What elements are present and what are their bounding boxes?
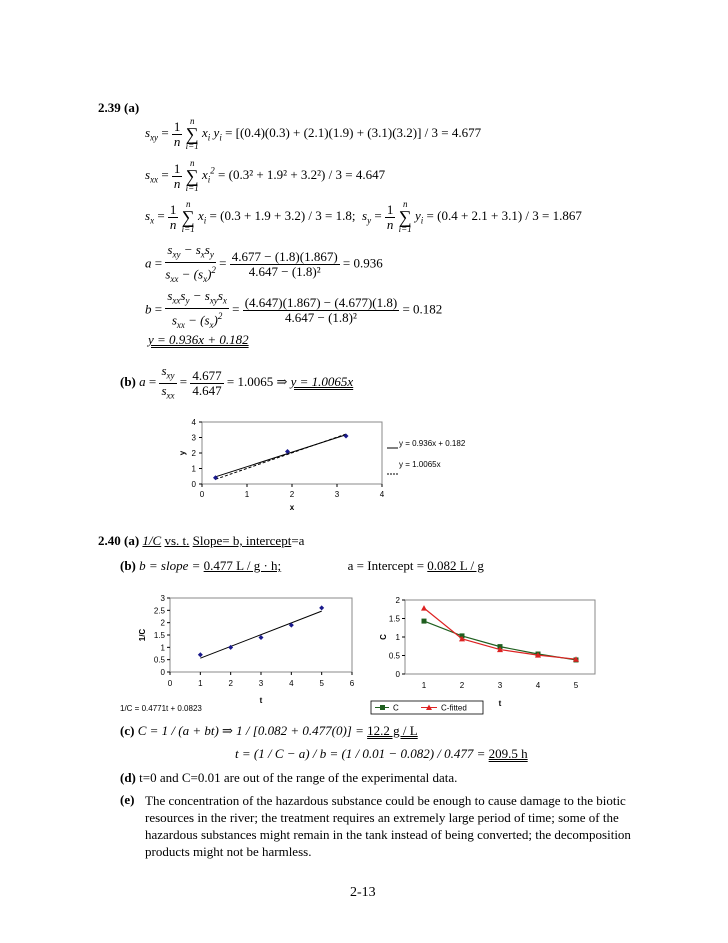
y-tick-label: 2 xyxy=(160,618,165,628)
a-text-2: vs. t. xyxy=(164,533,190,548)
d-label: (d) xyxy=(120,770,136,785)
y-axis-label: C xyxy=(379,634,388,640)
part-b-label: (b) xyxy=(120,374,136,390)
part-b-result: = 1.0065 ⇒ xyxy=(226,374,288,390)
chart-y-vs-x xyxy=(160,410,500,520)
chart-c-vs-t xyxy=(365,588,605,723)
eq-sxy-expansion: = [(0.4)(0.3) + (2.1)(1.9) + (3.1)(3.2)] / 3 = 4.677 xyxy=(225,124,482,140)
eq-b-denominator: 4.647 − (1.8)² xyxy=(285,309,357,325)
x-tick-label: 4 xyxy=(535,681,541,690)
y-tick-label: 1 xyxy=(160,643,165,653)
x-tick-label: 2 xyxy=(228,679,233,688)
trendline xyxy=(200,611,321,658)
eq-sxy: $s_{xy}$ = $\frac{1}{n}$ n ∑ i=1 $x_i$ $y_i = [(0.4)(0.3) + (2.1)(1.9) + (3.1)(3.2)] / 3 = 4.677$ xyxy=(145,116,482,151)
c-label: (c) xyxy=(120,723,135,738)
x-tick-label: 0 xyxy=(167,679,173,688)
data-point xyxy=(198,652,203,657)
y-axis-label: y xyxy=(178,450,187,456)
x-tick-label: 1 xyxy=(198,679,203,688)
d-text: t=0 and C=0.01 are out of the range of the experimental data. xyxy=(139,770,458,785)
part-b-final: y = 1.0065x xyxy=(290,374,354,390)
y-tick-label: 0 xyxy=(191,480,196,489)
eq-a: a = $\frac{s_{xy} - s_xs_y}{s_{xx} - (s_x)^2}$ = $\frac{4.677 - (1.8)(1.867)}{\text{4.647 − (1.8)²}}$ = 0.936 xyxy=(145,242,383,284)
a-value: 0.082 L / g xyxy=(427,558,484,573)
x-tick-label: 1 xyxy=(421,681,427,690)
problem-2-40-d xyxy=(120,770,457,786)
y-tick-label: 4 xyxy=(191,418,196,427)
fit-line-result: y = 0.936x + 0.182 xyxy=(148,332,249,347)
x-tick-label: 2 xyxy=(289,490,295,499)
legend-label-origin: y = 1.0065x xyxy=(399,460,441,469)
x-tick-label: 3 xyxy=(258,679,264,688)
x-tick-label: 1 xyxy=(244,490,250,499)
chart-inv-c-vs-t xyxy=(110,588,380,723)
x-tick-label: 4 xyxy=(379,490,385,499)
y-tick-label: 2 xyxy=(395,596,400,605)
c-text2: t = (1 / C − a) / b = (1 / 0.01 − 0.082) / 0.477 = xyxy=(235,746,486,761)
y-axis-label: 1/C xyxy=(138,628,147,642)
y-tick-label: 1 xyxy=(395,633,400,642)
c-value: 12.2 g / L xyxy=(367,723,418,738)
problem-2-40-a xyxy=(98,533,304,549)
x-tick-label: 2 xyxy=(459,681,465,690)
eq-sx-expansion: = (0.3 + 1.9 + 3.2) / 3 = 1.8; xyxy=(209,207,356,223)
problem-2-40-heading: 2.40 (a) xyxy=(98,533,140,548)
eq-b: b = $\frac{s_{xx}s_y - s_{xy}s_x}{s_{xx} - (s_x)^2}$ = $\frac{(4.647)(1.867) - (4.677)(1.8)}{\text{4.647 − (1.8)²}}$ = 0.182 xyxy=(145,288,443,330)
y-tick-label: 2 xyxy=(191,449,196,458)
problem-2-40-c xyxy=(120,723,418,739)
y-tick-label: 0 xyxy=(160,668,165,677)
a-text-1: 1/C xyxy=(142,533,162,548)
y-tick-label: 0 xyxy=(395,670,400,679)
y-tick-label: 0.5 xyxy=(153,655,165,665)
a-text: a = Intercept = xyxy=(347,558,425,573)
y-tick-label: 3 xyxy=(191,433,196,443)
x-tick-label: 3 xyxy=(334,490,340,499)
eq-a-denominator: 4.647 − (1.8)² xyxy=(248,263,321,279)
eq-part-b: (b) a = $\frac{s_{xy}}{s_{xx}}$ = $\frac{4.677}{4.647}$ = 1.0065 ⇒ y = 1.0065x xyxy=(120,363,354,401)
part-b-numerator: 4.677 xyxy=(192,367,222,383)
x-tick-label: 3 xyxy=(497,681,503,690)
b-value: 0.477 L / g · h; xyxy=(203,558,282,573)
legend-label-fit: y = 0.936x + 0.182 xyxy=(399,439,466,448)
series-marker-1 xyxy=(421,605,427,611)
eq-a-numerator: 4.677 − (1.8)(1.867) xyxy=(231,248,338,264)
eq-sxx-expansion: = (0.3² + 1.9² + 3.2²) / 3 = 4.647 xyxy=(218,166,386,182)
problem-2-40-c2 xyxy=(235,746,528,762)
legend-label-cfitted: C-fitted xyxy=(441,703,467,713)
y-tick-label: 1.5 xyxy=(153,631,165,640)
eq-b-result: = 0.182 xyxy=(402,301,443,317)
problem-2-40-b xyxy=(120,558,484,574)
y-tick-label: 0.5 xyxy=(388,651,400,661)
a-text-3: Slope= b, intercept xyxy=(192,533,292,548)
y-tick-label: 1.5 xyxy=(388,614,400,624)
eq-a-result: = 0.936 xyxy=(342,255,383,271)
b-label: (b) xyxy=(120,558,136,573)
series-marker-0 xyxy=(422,619,427,624)
problem-2-39-heading: 2.39 (a) xyxy=(98,100,140,115)
x-axis-label: x xyxy=(289,503,295,512)
a-text-4: =a xyxy=(291,533,305,548)
origin-line-series xyxy=(216,434,347,479)
c-value2: 209.5 h xyxy=(488,746,528,761)
x-tick-label: 6 xyxy=(349,679,355,688)
x-axis-label: t xyxy=(259,696,263,705)
e-label: (e) xyxy=(120,792,135,807)
eq-sy-expansion: = (0.4 + 2.1 + 3.1) / 3 = 1.867 xyxy=(426,207,582,223)
trendline-equation: 1/C = 0.4771t + 0.0823 xyxy=(120,704,202,713)
c-text: C = 1 / (a + bt) ⇒ 1 / [0.082 + 0.477(0)] = xyxy=(137,723,364,738)
page-number: 2-13 xyxy=(350,885,376,900)
y-tick-label: 3 xyxy=(160,594,165,603)
x-axis-label: t xyxy=(498,699,502,708)
x-tick-label: 5 xyxy=(573,681,579,690)
x-tick-label: 0 xyxy=(199,490,205,499)
eq-b-numerator: (4.647)(1.867) − (4.677)(1.8) xyxy=(244,294,398,310)
eq-sx-sy: $s_x$ = $\frac{1}{n}$ n ∑ i=1 $x_i = (0.3 + 1.9 + 3.2) / 3 = 1.8$; $s_y$ = $\frac{1}{n}$ n ∑ i=1 $y_i = (0.4 + 2.1 + 3.1) / 3 = 1.867$ xyxy=(145,199,582,234)
part-b-denominator: 4.647 xyxy=(192,382,222,398)
y-tick-label: 2.5 xyxy=(153,606,165,616)
x-tick-label: 5 xyxy=(319,679,324,688)
eq-sxx: $s_{xx}$ = $\frac{1}{n}$ n ∑ i=1 $x_i^2 = (0.3^2 + 1.9^2 + 3.2^2) / 3 = 4.647$ xyxy=(145,158,386,193)
e-text: The concentration of the hazardous substance could be enough to cause damage to the biotic resources in the river; the treatment requires an extremely large period of time; some of the hazardous substances might remain in the tank instead of being converted; the decomposition products might not be harmless. xyxy=(145,793,631,859)
legend-marker-c xyxy=(380,705,385,710)
plot-area xyxy=(405,600,595,674)
data-point xyxy=(319,605,324,610)
legend-label-c: C xyxy=(393,703,399,713)
x-tick-label: 4 xyxy=(289,679,294,688)
y-tick-label: 1 xyxy=(191,464,196,474)
b-text: b = slope = xyxy=(139,558,201,573)
